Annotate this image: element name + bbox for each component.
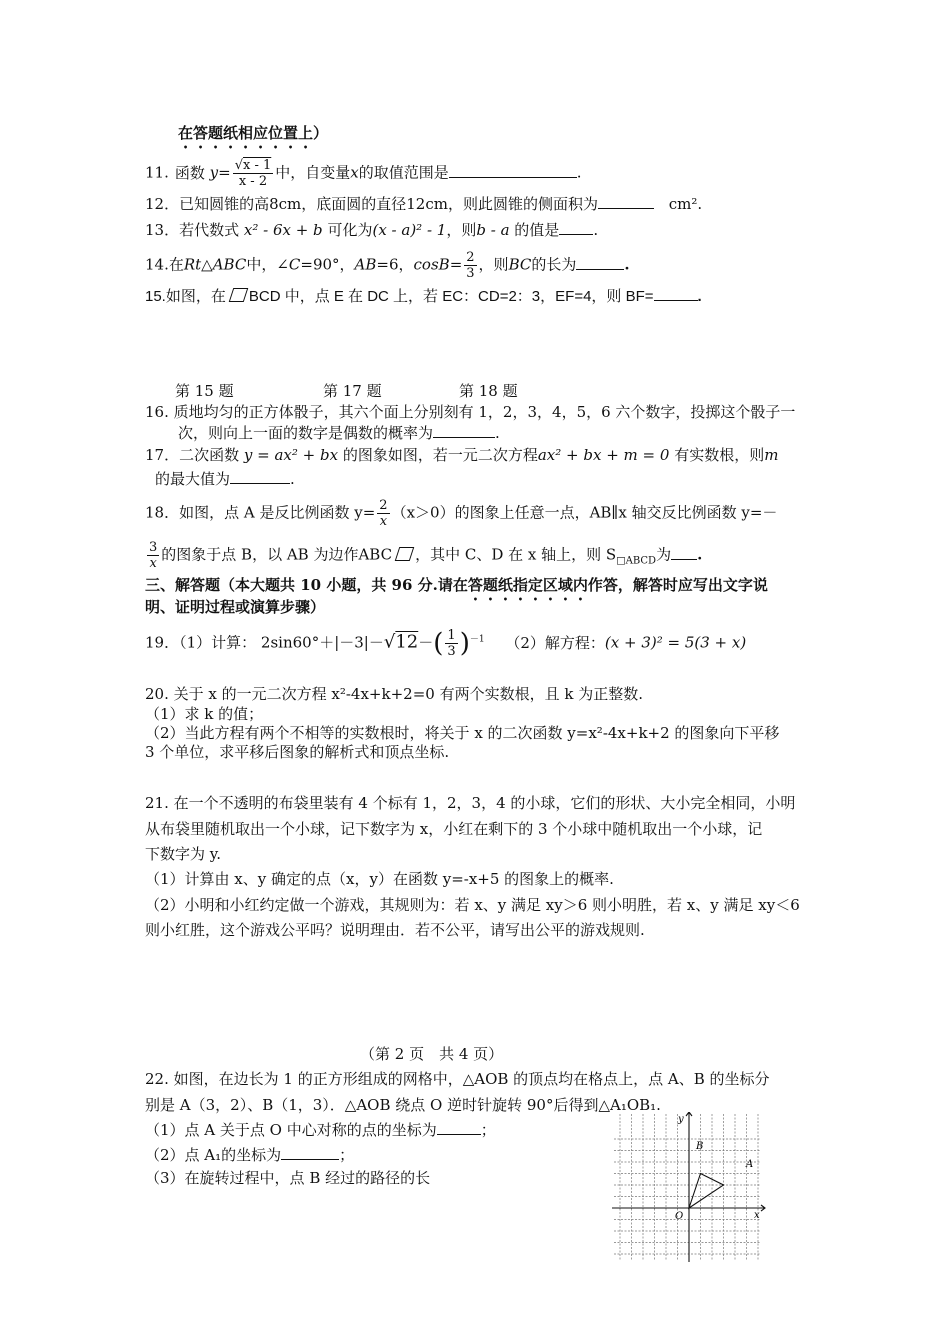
question-22-line-5: （3）在旋转过程中，点 B 经过的路径的长 [145, 1169, 431, 1187]
question-16-line-1: 16. 质地均匀的正方体骰子，其六个面上分别刻有 1，2，3，4，5，6 六个数字，投掷这个骰子一 [145, 403, 796, 421]
answer-blank[interactable] [576, 253, 624, 270]
section-3-heading-line-1: 三、解答题（本大题共 10 小题，共 96 分.请在答题纸指定区域内作答，解答时应写出文字说 [145, 576, 768, 594]
answer-blank[interactable] [654, 284, 698, 301]
answer-blank[interactable] [281, 1143, 339, 1160]
answer-blank[interactable] [230, 467, 290, 484]
question-22-line-3: （1）点 A 关于点 O 中心对称的点的坐标为 ； [145, 1118, 496, 1141]
question-22-line-1: 22. 如图，在边长为 1 的正方形组成的网格中，△AOB 的顶点均在格点上，点 A、B 的坐标分 [145, 1070, 770, 1088]
answer-sheet-note: 在答题纸相应位置上） [178, 124, 329, 142]
answer-blank[interactable] [437, 1118, 481, 1135]
grid-lines [614, 1114, 760, 1260]
answer-blank[interactable] [671, 543, 697, 560]
question-12: 12．已知圆锥的高8cm，底面圆的直径12cm，则此圆锥的侧面积为 cm². [145, 192, 702, 215]
parallelogram-symbol-icon [395, 547, 415, 561]
origin-label: O [675, 1211, 684, 1222]
page-footer: （第 2 页 共 4 页） [360, 1045, 504, 1063]
question-17-line-1: 17．二次函数 y = ax² + bx 的图象如图，若一元二次方程ax² + bx + m = 0 有实数根，则m [145, 446, 779, 464]
question-20-line-4: 3 个单位，求平移后图象的解析式和顶点坐标. [145, 743, 450, 761]
question-22-line-4: （2）点 A₁的坐标为 ； [145, 1143, 354, 1166]
question-18-line-1: 18．如图，点 A 是反比例函数 y= $\frac{2}{x}$ （x＞0）的图象上任意一点，AB∥x 轴交反比例函数 y=－ [145, 498, 778, 529]
question-15: 15.如图，在 BCD 中，点 E 在 DC 上，若 EC：CD=2：3，EF=4，则 BF= . [145, 284, 702, 308]
question-18-line-2: $\frac{3}{x}$ 的图象于点 B，以 AB 为边作ABC ，其中 C、D 在 x 轴上，则 $S_{□ABCD}$为 . [149, 540, 703, 571]
question-13: 13．若代数式 x² - 6x + b 可化为(x - a)² - 1，则b - a 的值是 . [145, 218, 598, 241]
point-a-label: A [746, 1159, 754, 1170]
answer-blank[interactable] [449, 161, 577, 178]
question-22-line-2: 别是 A（3，2）、B（1，3）．△AOB 绕点 O 逆时针旋转 90°后得到△A₁OB₁. [145, 1096, 661, 1114]
coordinate-grid-figure [612, 1112, 772, 1262]
question-19: 19．（1）计算： 2sin60°＋|－3|－√12－( $\frac{1}{3}$ )$^{-1}$ （2）解方程：(x + 3)² = 5(3 + x) [145, 628, 747, 659]
question-11: 11. 函数 y= $\frac{√x - 1}{x - 2}$ 中，自变量x的取值范围是 . [145, 158, 582, 189]
section-3-heading-line-2: 明、证明过程或演算步骤） [145, 598, 326, 616]
figure-label-15: 第 15 题 [175, 382, 234, 400]
figure-label-17: 第 17 题 [323, 382, 382, 400]
question-14: 14.在Rt△ABC中，∠C=90°，AB=6，cosB= $\frac{2}{3}$ ，则BC的长为 . [145, 250, 630, 281]
parallelogram-symbol-icon [229, 288, 249, 302]
figure-label-18: 第 18 题 [459, 382, 518, 400]
question-21-line-2: 从布袋里随机取出一个小球，记下数字为 x，小红在剩下的 3 个小球中随机取出一个小球，记 [145, 820, 763, 838]
point-b-label: B [696, 1141, 704, 1152]
question-21-line-1: 21. 在一个不透明的布袋里装有 4 个标有 1，2，3，4 的小球，它们的形状、大小完全相同，小明 [145, 794, 796, 812]
question-21-line-5: （2）小明和小红约定做一个游戏，其规则为：若 x、y 满足 xy＞6 则小明胜，若 x、y 满足 xy＜6 [145, 896, 800, 914]
y-axis-label: y [678, 1114, 684, 1125]
question-20-line-2: （1）求 k 的值； [145, 705, 264, 723]
question-21-line-4: （1）计算由 x、y 确定的点（x，y）在函数 y=-x+5 的图象上的概率. [145, 870, 614, 888]
question-17-line-2: 的最大值为 . [155, 467, 295, 490]
question-21-line-6: 则小红胜，这个游戏公平吗？说明理由．若不公平，请写出公平的游戏规则. [145, 921, 645, 939]
question-16-line-2: 次，则向上一面的数字是偶数的概率为 . [178, 421, 500, 444]
triangle-aob [689, 1174, 724, 1209]
answer-blank[interactable] [598, 192, 654, 209]
answer-blank[interactable] [559, 218, 593, 235]
x-axis-label: x [754, 1210, 760, 1221]
question-21-line-3: 下数字为 y. [145, 845, 222, 863]
question-20-line-3: （2）当此方程有两个不相等的实数根时，将关于 x 的二次函数 y=x²-4x+k+2 的图象向下平移 [145, 724, 780, 742]
answer-blank[interactable] [433, 421, 495, 438]
question-20-line-1: 20. 关于 x 的一元二次方程 x²-4x+k+2=0 有两个实数根，且 k 为正整数. [145, 685, 643, 703]
